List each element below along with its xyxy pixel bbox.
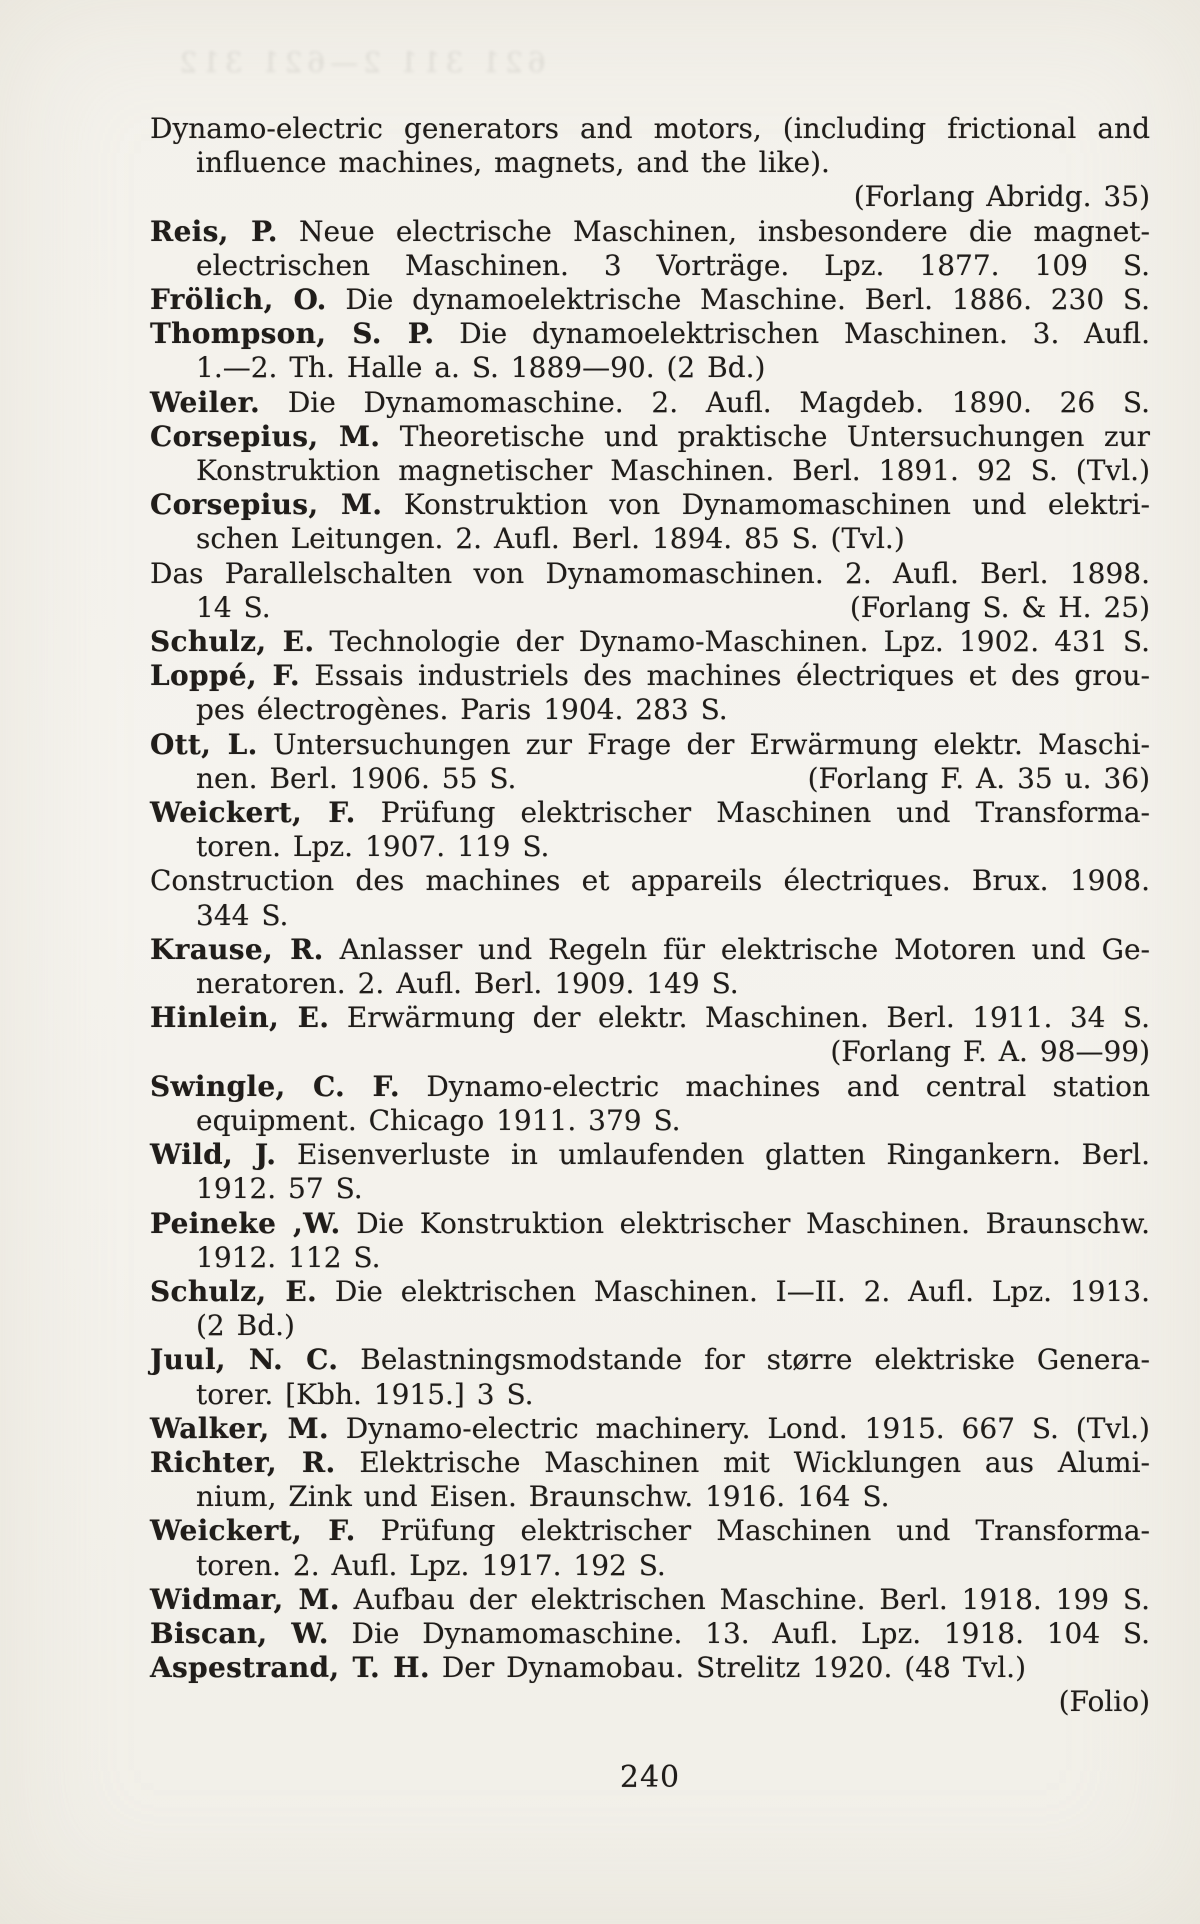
bib-line: Peineke ,W. Die Konstruktion elektrischer Maschinen. Braunschw.	[150, 1206, 1150, 1240]
bib-line: equipment. Chicago 1911. 379 S.	[196, 1103, 681, 1137]
author-name: Peineke ,W.	[150, 1206, 341, 1240]
author-name: Krause, R.	[150, 932, 324, 966]
bib-line: 1912. 112 S.	[196, 1240, 381, 1274]
author-name: Frölich, O.	[150, 283, 327, 317]
bib-line: Ott, L. Untersuchungen zur Frage der Erwärmung elektr. Maschi-	[150, 727, 1150, 761]
bib-line: Krause, R. Anlasser und Regeln für elektrische Motoren und Ge-	[150, 932, 1150, 966]
bib-line: Widmar, M. Aufbau der elektrischen Maschine. Berl. 1918. 199 S.	[150, 1582, 1150, 1616]
forlang-note: (Forlang S. & H. 25)	[849, 590, 1150, 624]
bib-line: Hinlein, E. Erwärmung der elektr. Maschinen. Berl. 1911. 34 S.	[150, 1001, 1151, 1035]
author-name: Wild, J.	[150, 1138, 277, 1172]
bib-line: Weiler. Die Dynamomaschine. 2. Aufl. Magdeb. 1890. 26 S.	[150, 385, 1150, 419]
bib-line: toren. 2. Aufl. Lpz. 1917. 192 S.	[196, 1548, 666, 1582]
author-name: Biscan, W.	[150, 1616, 329, 1650]
bib-line: pes électrogènes. Paris 1904. 283 S.	[196, 693, 728, 727]
author-name: Weickert, F.	[150, 796, 356, 830]
bib-line: Construction des machines et appareils électriques. Brux. 1908.	[150, 864, 1150, 898]
bib-line: Aspestrand, T. H. Der Dynamobau. Strelitz 1920. (48 Tvl.)	[150, 1651, 1026, 1685]
bib-line: Loppé, F. Essais industriels des machines électriques et des grou-	[150, 659, 1150, 693]
author-name: Ott, L.	[150, 727, 258, 761]
bib-line: (2 Bd.)	[196, 1309, 295, 1343]
bib-line: Weickert, F. Prüfung elektrischer Maschinen und Transforma-	[150, 796, 1150, 830]
bib-line: Reis, P. Neue electrische Maschinen, insbesondere die magnet-	[150, 214, 1150, 248]
author-name: Corsepius, M.	[150, 419, 381, 453]
author-name: Corsepius, M.	[150, 488, 383, 522]
author-name: Weickert, F.	[150, 1514, 356, 1548]
bib-line: Konstruktion magnetischer Maschinen. Berl. 1891. 92 S. (Tvl.)	[196, 454, 1150, 488]
bleed-through-ghost-text: 621 311 2—621 312	[174, 46, 546, 79]
author-name: Swingle, C. F.	[150, 1069, 400, 1103]
author-name: Schulz, E.	[150, 1274, 318, 1308]
bib-line: Thompson, S. P. Die dynamoelektrischen Maschinen. 3. Aufl.	[150, 317, 1150, 351]
forlang-note-line: (Forlang Abridg. 35)	[853, 180, 1150, 214]
bib-line: Swingle, C. F. Dynamo-electric machines and central station	[150, 1069, 1150, 1103]
bib-line: 1912. 57 S.	[196, 1172, 363, 1206]
author-name: Aspestrand, T. H.	[150, 1651, 430, 1685]
bib-line: nium, Zink und Eisen. Braunschw. 1916. 164 S.	[196, 1480, 890, 1514]
bib-line-left: 14 S.	[196, 590, 271, 624]
author-name: Schulz, E.	[150, 625, 315, 659]
bib-line: Weickert, F. Prüfung elektrischer Maschinen und Transforma-	[150, 1514, 1150, 1548]
author-name: Hinlein, E.	[150, 1001, 330, 1035]
bib-line: Dynamo-electric generators and motors, (including frictional and	[150, 112, 1150, 145]
bib-line: 1.—2. Th. Halle a. S. 1889—90. (2 Bd.)	[196, 351, 766, 385]
bib-line: Biscan, W. Die Dynamomaschine. 13. Aufl. Lpz. 1918. 104 S.	[150, 1616, 1150, 1650]
bib-line: Das Parallelschalten von Dynamomaschinen. 2. Aufl. Berl. 1898.	[150, 556, 1150, 590]
forlang-note: (Forlang F. A. 35 u. 36)	[807, 761, 1150, 795]
bib-line: toren. Lpz. 1907. 119 S.	[196, 830, 550, 864]
author-name: Juul, N. C.	[150, 1343, 339, 1377]
bib-line: Richter, R. Elektrische Maschinen mit Wicklungen aus Alumi-	[150, 1445, 1151, 1479]
forlang-note-line: (Forlang F. A. 98—99)	[830, 1035, 1150, 1069]
bib-line: neratoren. 2. Aufl. Berl. 1909. 149 S.	[196, 967, 739, 1001]
bib-line	[150, 591, 1150, 625]
forlang-note-line: (Folio)	[1058, 1685, 1150, 1719]
page-number: 240	[619, 1760, 681, 1795]
bib-line: Juul, N. C. Belastningsmodstande for større elektriske Genera-	[150, 1343, 1150, 1377]
author-name: Loppé, F.	[150, 659, 300, 693]
author-name: Weiler.	[150, 385, 261, 419]
author-name: Walker, M.	[150, 1411, 329, 1445]
bib-line: Frölich, O. Die dynamoelektrische Maschine. Berl. 1886. 230 S.	[150, 283, 1150, 317]
bib-line: Corsepius, M. Konstruktion von Dynamomaschinen und elektri-	[150, 488, 1151, 522]
bib-line: Wild, J. Eisenverluste in umlaufenden glatten Ringankern. Berl.	[150, 1138, 1150, 1172]
author-name: Thompson, S. P.	[150, 317, 435, 351]
bib-line: Walker, M. Dynamo-electric machinery. Lond. 1915. 667 S. (Tvl.)	[150, 1411, 1150, 1445]
author-name: Reis, P.	[150, 214, 278, 248]
bib-line: Schulz, E. Technologie der Dynamo-Maschinen. Lpz. 1902. 431 S.	[150, 625, 1150, 659]
bib-line: schen Leitungen. 2. Aufl. Berl. 1894. 85 S. (Tvl.)	[196, 522, 905, 556]
bib-line-left: nen. Berl. 1906. 55 S.	[196, 761, 517, 795]
bib-line: electrischen Maschinen. 3 Vorträge. Lpz. 1877. 109 S.	[196, 248, 1150, 282]
bib-line	[150, 762, 1150, 796]
bib-line: Corsepius, M. Theoretische und praktische Untersuchungen zur	[150, 419, 1151, 453]
author-name: Richter, R.	[150, 1445, 336, 1479]
author-name: Widmar, M.	[150, 1582, 340, 1616]
bib-line: 344 S.	[196, 898, 289, 932]
bib-line: influence machines, magnets, and the like).	[196, 146, 830, 180]
bib-line: torer. [Kbh. 1915.] 3 S.	[196, 1377, 534, 1411]
bib-line: Schulz, E. Die elektrischen Maschinen. I—II. 2. Aufl. Lpz. 1913.	[150, 1274, 1151, 1308]
bibliography	[150, 112, 1150, 1720]
